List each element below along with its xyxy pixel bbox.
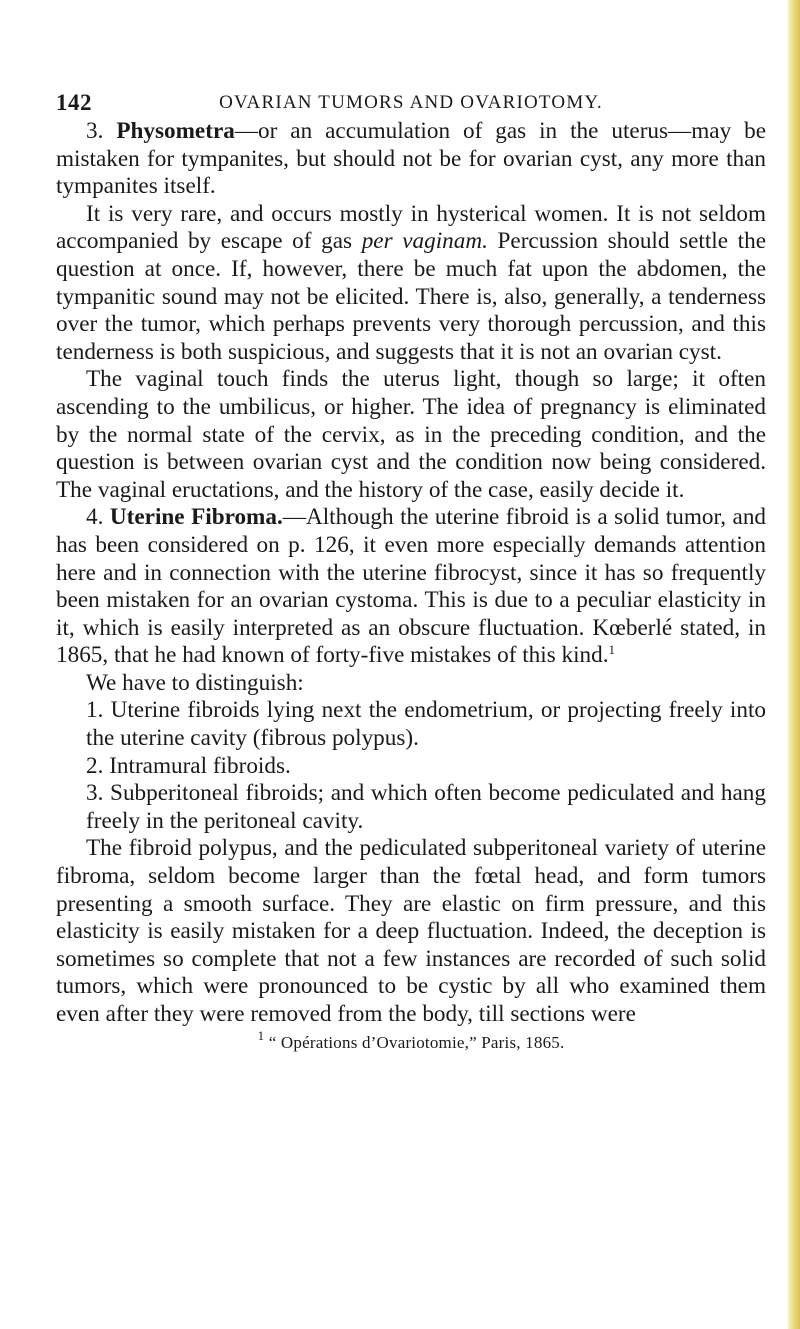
- paragraph-text: It is very rare, and occurs mostly in hysterical women. It is not seldom accompanied by escape of gas: [56, 200, 766, 255]
- section-heading-uterine-fibroma: Uterine Fibroma.: [109, 504, 283, 531]
- section-number: 4.: [86, 504, 104, 531]
- paragraph-text: The vaginal touch finds the uterus light, though so large; it often ascending to the umbilicus, or higher. The idea of pregnancy is eliminated by the normal state of the cervix, as in the preceding condition, and the question is between ovarian cyst and the condition now being considered. The vaginal eructations, and the history of the case, easily decide it.: [56, 366, 766, 503]
- list-item: 2. Intramural fibroids.: [86, 752, 291, 779]
- footnote-text: “ Opérations d’Ovariotomie,” Paris, 1865.: [268, 1032, 565, 1052]
- running-title: OVARIAN TUMORS AND OVARIOTOMY.: [219, 92, 603, 113]
- footnote-reference: 1: [608, 642, 616, 658]
- list-item: 3. Subperitoneal fibroids; and which often become pediculated and hang freely in the peritoneal cavity.: [86, 780, 766, 834]
- paragraph-text: The fibroid polypus, and the pediculated subperitoneal variety of uterine fibroma, seldom become larger than the fœtal head, and form tumors presenting a smooth surface. They are elastic on firm pressure, and this elasticity is easily mistaken for a deep fluctuation. Indeed, the deception is sometimes so complete that not a few instances are recorded of such solid tumors, which were pronounced to be cystic by all who examined them even after they were removed from the body, till sections were: [56, 835, 766, 1027]
- paragraph-text: —or an accumulation of gas in the uterus—may be mistaken for tympanites, but should not be for ovarian cyst, any more than tympanites itself.: [56, 118, 766, 200]
- section-number: 3.: [86, 118, 104, 144]
- book-page: [56, 82, 766, 1053]
- list-item: 1. Uterine fibroids lying next the endometrium, or projecting freely into the uterine cavity (fibrous polypus).: [86, 697, 766, 752]
- footnote: [56, 1027, 766, 1053]
- paragraph-text: —Although the uterine fibroid is a solid tumor, and has been considered on p. 126, it even more especially demands attention here and in connection with the uterine fibrocyst, since it has so frequently been mistaken for an ovarian cystoma. This is due to a peculiar elasticity in it, which is easily interpreted as an obscure fluctuation. Kœberlé stated, in 1865, that he had known of forty-five mistakes of this kind.: [56, 504, 767, 669]
- page-number: 142: [56, 90, 92, 115]
- italic-phrase: per vaginam.: [361, 228, 488, 255]
- paragraph: [56, 835, 766, 1028]
- page-edge: [788, 0, 800, 1329]
- paragraph-text: We have to distinguish:: [86, 669, 304, 696]
- footnote-marker: 1: [257, 1027, 265, 1043]
- body-text: [56, 118, 766, 1029]
- paragraph: [56, 366, 766, 504]
- section-heading-physometra: Physometra: [116, 118, 235, 144]
- paragraph: [56, 201, 766, 367]
- paragraph-text: Percussion should settle the question at once. If, however, there be much fat upon the abdomen, the tympanitic sound may not be elicited. There is, also, generally, a tenderness over the tumor, which perhaps prevents very thorough percussion, and this tenderness is both suspicious, and suggests that it is not an ovarian cyst.: [56, 228, 767, 365]
- paragraph-physometra: [56, 118, 766, 201]
- paragraph-uterine-fibroma: [56, 504, 766, 670]
- paragraph: [56, 670, 766, 698]
- running-head: [56, 82, 766, 118]
